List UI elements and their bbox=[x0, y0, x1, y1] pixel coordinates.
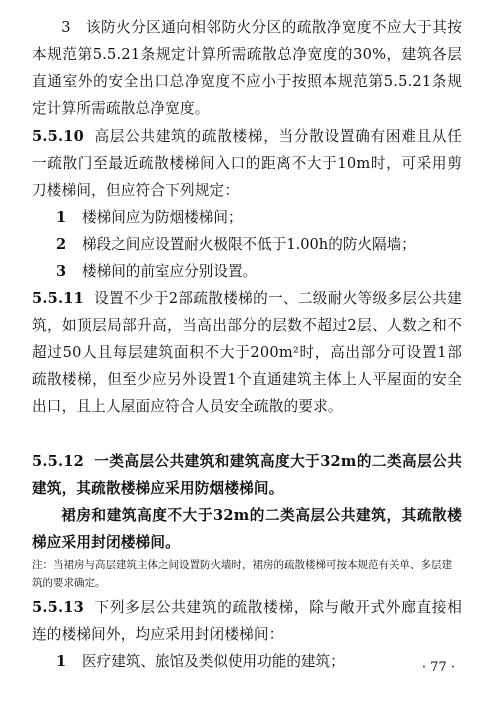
list-item: 1 楼梯间应为防烟楼梯间； bbox=[56, 209, 243, 226]
clause-number: 5.5.12 bbox=[32, 453, 84, 470]
clause-text: 设置不少于2部疏散楼梯的一、二级耐火等级多层公共建筑，如顶层局部升高，当高出部分的层数不超过2层、人数之和不超过50人且每层建筑面积不大于200m²时，高出部分可设置1部疏散楼梯，但至少应另外设置1个直通建筑主体上人平屋面的安全出口，且上人屋面应符合人员安全疏散的要求。 bbox=[32, 290, 462, 415]
list-item: 1 医疗建筑、旅馆及类似使用功能的建筑； bbox=[56, 653, 345, 670]
page-number: · 77 · bbox=[421, 660, 455, 675]
clause-5-5-11 bbox=[32, 285, 462, 420]
clause-5-5-12-para-2: 裙房和建筑高度不大于32m的二类高层公共建筑，其疏散楼梯应采用封闭楼梯间。 bbox=[32, 507, 462, 551]
clause-5-5-10 bbox=[32, 123, 462, 204]
clause-note: 注：当裙房与高层建筑主体之间设置防火墙时，裙房的疏散楼梯可按本规范有关单、多层建筑的要求确定。 bbox=[32, 559, 452, 589]
clause-number: 5.5.11 bbox=[32, 290, 84, 307]
list-item: 2 梯段之间应设置耐火极限不低于1.00h的防火隔墙； bbox=[56, 236, 416, 253]
clause-5-5-12 bbox=[32, 448, 462, 502]
clause-text: 高层公共建筑的疏散楼梯，当分散设置确有困难且从任一疏散门至最近疏散楼梯间入口的距离不大于10m时，可采用剪刀楼梯间，但应符合下列规定： bbox=[32, 128, 462, 199]
list-item: 3 楼梯间的前室应分别设置。 bbox=[56, 263, 258, 280]
clause-text: 一类高层公共建筑和建筑高度大于32m的二类高层公共建筑，其疏散楼梯应采用防烟楼梯间。 bbox=[32, 453, 462, 497]
clause-text: 下列多层公共建筑的疏散楼梯，除与敞开式外廊直接相连的楼梯间外，均应采用封闭楼梯间： bbox=[32, 599, 462, 643]
clause-5-5-9-item-3: 3 该防火分区通向相邻防火分区的疏散净宽度不应大于其按本规范第5.5.21条规定计算所需疏散总净宽度的30%，建筑各层直通室外的安全出口总净宽度不应小于按照本规范第5.5.21条规定计算所需疏散总净宽度。 bbox=[32, 19, 462, 117]
clause-number: 5.5.10 bbox=[32, 128, 84, 145]
clause-number: 5.5.13 bbox=[32, 599, 84, 616]
clause-5-5-13 bbox=[32, 594, 462, 648]
